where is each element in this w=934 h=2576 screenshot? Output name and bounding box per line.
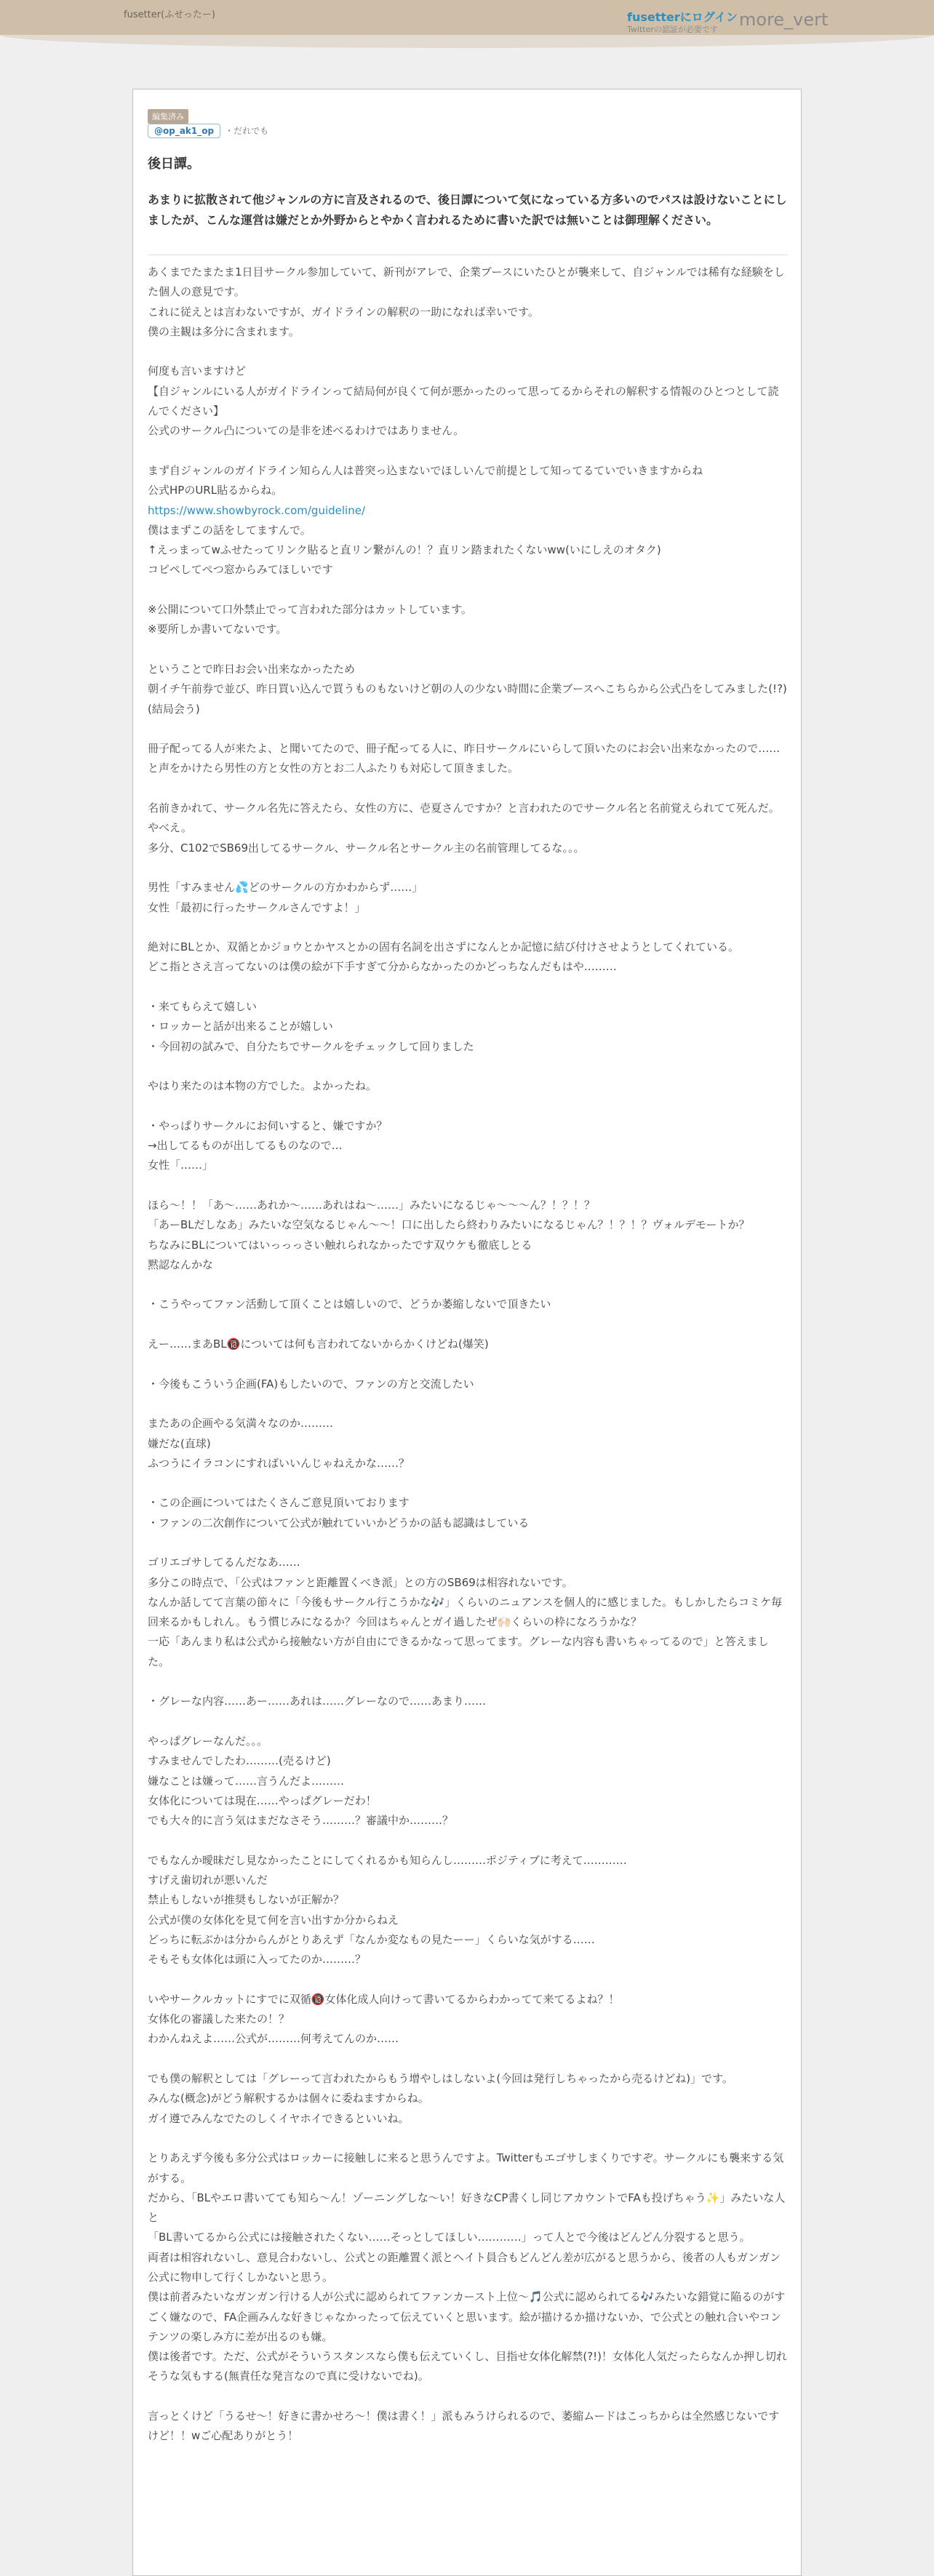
post-card	[132, 89, 802, 2576]
author-row	[148, 124, 268, 138]
top-bar	[0, 0, 934, 35]
post-body-text-1: あくまでたまたま1日目サークル参加していて、新刊がアレで、企業ブースにいたひとが襲来して、自ジャンルでは稀有な経験をした個人の意見です。 これに従えとは言わないですが、ガイドラインの解釈の一助になれば幸いです。 僕の主観は多分に含まれます。 何度も言いますけど 【自ジャンルにいる人がガイドラインって結局何が良くて何が悪かったのって思ってるからそれの解釈する情報のひとつとして読んでください】 公式のサークル凸についての是非を述べるわけではありません。 まず自ジャンルのガイドライン知らん人は普突っ込まないでほしいんで前提として知ってるていでいきますからね 公式HPのURL貼るからね。	[148, 265, 785, 497]
post-summary: あまりに拡散されて他ジャンルの方に言及されるので、後日譚について気になっている方多いのでパスは設けないことにしましたが、こんな運営は嫌だとか外野からとやかく言われるために書いた訳では無いことは御理解ください。	[148, 193, 787, 227]
visibility-label: ・だれでも	[225, 126, 269, 136]
top-bar-shadow	[0, 35, 934, 48]
badge-row	[148, 108, 188, 124]
post-body	[148, 263, 788, 2447]
more-vert-icon[interactable]: more_vert	[739, 9, 829, 30]
post-title: 後日譚。	[148, 156, 200, 172]
site-logo[interactable]: fusetter(ふせったー)	[124, 9, 216, 20]
login-note: Twitterの認証が必要です	[627, 25, 718, 34]
author-link[interactable]: @op_ak1_op	[148, 124, 220, 138]
login-link[interactable]: fusetterにログイン	[627, 10, 738, 24]
guideline-link[interactable]: https://www.showbyrock.com/guideline/	[148, 503, 366, 517]
post-body-text-2: 僕はまずこの話をしてますんで。 ↑えっまってwふせたってリンク貼ると直リン繋がんの！？直リン踏まれたくないww(いにしえのオタク) コピペしてぺつ窓からみてほしいです ※公開について口外禁止でって言われた部分はカットしています。 ※要所しか書いてないです。 ということで昨日お会い出来なかったため 朝イチ午前券で並び、昨日買い込んで買うものもないけど朝の人の少ない時間に企業ブースへこちらから公式凸をしてみました(!?)(結局会う) 冊子配ってる人が来たよ、と聞いてたので、冊子配ってる人に、昨日サークルにいらして頂いたのにお会い出来なかったので……と声をかけたら男性の方と女性の方とお二人ふたりも対応して頂きました。 名前きかれて、サークル名先に答えたら、女性の方に、壱夏さんですか？と言われたのでサークル名と名前覚えられてて死んだ。やべえ。 多分、C102でSB69出してるサークル、サークル名とサークル主の名前管理してるな。。。 男性「すみません💦どのサークルの方かわからず……」 女性「最初に行ったサークルさんですよ！」 絶対にBLとか、双循とかジョウとかヤスとかの固有名詞を出さずになんとか記憶に結び付けさせようとしてくれている。 どこ指とさえ言ってないのは僕の絵が下手すぎて分からなかったのかどっちなんだもはや……… ・来てもらえて嬉しい ・ロッカーと話が出来ることが嬉しい ・今回初の試みで、自分たちでサークルをチェックして回りました やはり来たのは本物の方でした。よかったね。 ・やっぱりサークルにお伺いすると、嫌ですか？ →出してるものが出してるものなので… 女性「……」 ほら〜！！「あ〜……あれか〜……あれはね〜……」みたいになるじゃ〜〜〜ん？！？！？ 「あーBLだしなあ」みたいな空気なるじゃん〜〜！口に出したら終わりみたいになるじゃん？！？！？ヴォルデモートか？ ちなみにBLについてはいっっっさい触れられなかったです双ウケも徹底しとる 黙認なんかな ・こうやってファン活動して頂くことは嬉しいので、どうか萎縮しないで頂きたい えー……まあBL🔞については何も言われてないからかくけどね(爆笑) ・今後もこういう企画(FA)もしたいので、ファンの方と交流したい またあの企画やる気満々なのか……… 嫌だな(直球) ふつうにイラコンにすればいいんじゃねえかな……？ ・この企画についてはたくさんご意見頂いております ・ファンの二次創作について公式が触れていいかどうかの話も認識はしている ゴリエゴサしてるんだなあ…… 多分この時点で、「公式はファンと距離置くべき派」との方のSB69は相容れないです。 なんか話してて言葉の節々に「今後もサークル行こうかな🎶」くらいのニュアンスを個人的に感じました。もしかしたらコミケ毎回来るかもしれん。もう慣じみになるか？今回はちゃんとガイ過したぜ🙌🏻くらいの枠になろうかな？ 一応「あんまり私は公式から接触ない方が自由にできるかなって思ってます。グレーな内容も書いちゃってるので」と答えました。 ・グレーな内容……あー……あれは……グレーなので……あまり…… やっぱグレーなんだ。。。 すみませんでしたわ………(売るけど) 嫌なことは嫌って……言うんだよ……… 女体化については現在……やっぱグレーだわ！ でも大々的に言う気はまだなさそう………？審議中か………？ でもなんか曖昧だし見なかったことにしてくれるかも知らんし………ポジティブに考えて………… すげえ歯切れが悪いんだ 禁止もしないが推奨もしないが正解か？ 公式が僕の女体化を見て何を言い出すか分からねえ どっちに転ぶかは分からんがとりあえず「なんか変なもの見たーー」くらいな気がする…… そもそも女体化は頭に入ってたのか………？ いやサークルカットにすでに双循🔞女体化成人向けって書いてるからわかってて来てるよね？！ 女体化の審議した来たの！？ わかんねえよ……公式が………何考えてんのか…… でも僕の解釈としては「グレーって言われたからもう增やしはしないよ(今回は発行しちゃったから売るけどね)」です。 みんな(概念)がどう解釈するかは個々に委ねますからね。 ガイ遵でみんなでたのしくイヤホイできるといいね。 とりあえず今後も多分公式はロッカーに接触しに来ると思うんですよ。Twitterもエゴサしまくりですぞ。サークルにも襲来する気がする。 だから、「BLやエロ書いてても知ら〜ん！ゾーニングしな〜い！好きなCP書くし同じアカウントでFAも投げちゃう✨」みたいな人と 「BL書いてるから公式には接触されたくない……そっとしてほしい…………」って人とで今後はどんどん分裂すると思う。 両者は相容れないし、意見合わないし、公式との距離置く派とヘイト員合もどんどん差が広がると思うから、後者の人もガンガン公式に物申して行くしかないと思う。 僕は前者みたいなガンガン行ける人が公式に認められてファンカースト上位〜🎵公式に認められてる🎶みたいな錯覚に陥るのがすごく嫌なので、FA企画みんな好きじゃなかったって伝えていくと思います。絵が描けるか描けないか、で公式との触れ合いやコンテンツの楽しみ方に差が出るのも嫌。 僕は後者です。ただ、公式がそういうスタンスなら僕も伝えていくし、目指せ女体化解禁(?!)！女体化人気だったらなんか押し切れそうな気もする(無責任な発言なので真に受けないでね)。 言っとくけど「うるせ〜！好きに書かせろ〜！僕は書く！」派もみうけられるので、萎縮ムードはこっちからは全然感じないですけど！！wご心配ありがとう！	[148, 523, 788, 2443]
edited-badge: 編集済み	[148, 109, 188, 124]
